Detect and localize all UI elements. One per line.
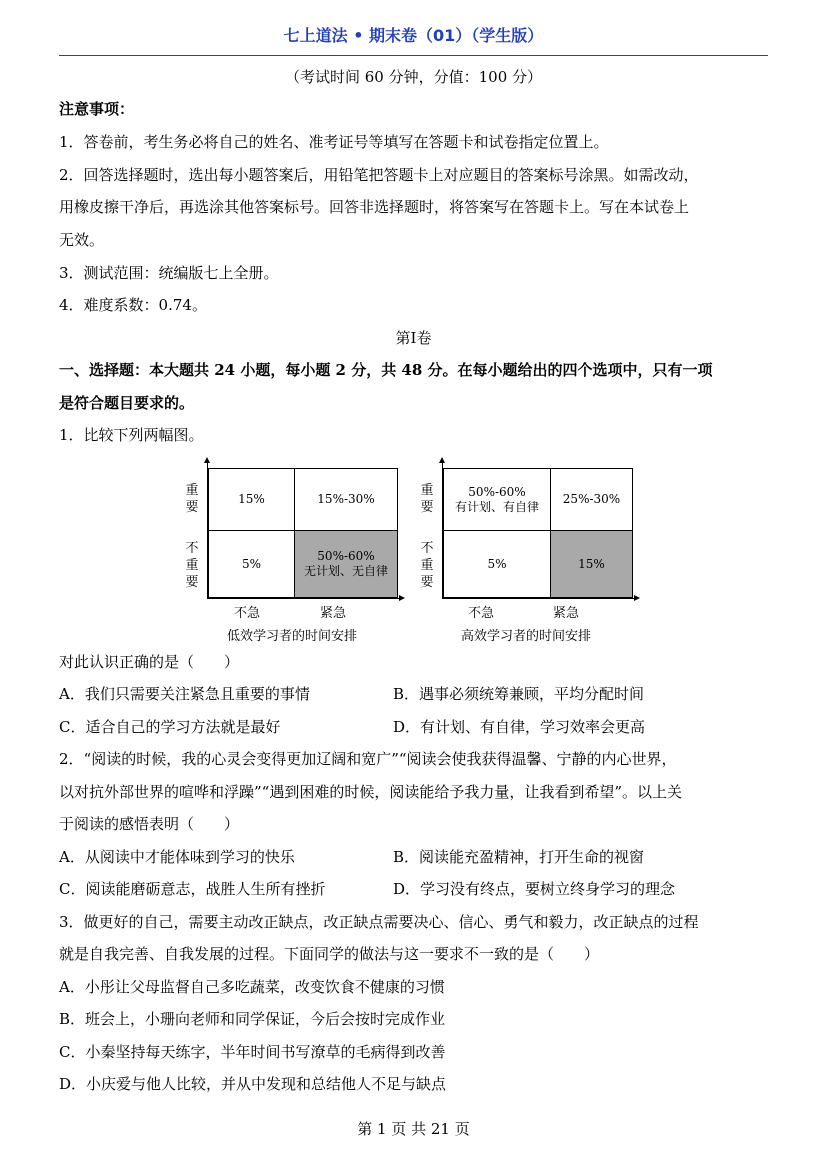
question-1-prompt: 对此认识正确的是（ ）: [59, 653, 240, 671]
q2-option-d[interactable]: D．学习没有终点，要树立终身学习的理念: [393, 880, 676, 898]
note-item-2-line-2: 用橡皮擦干净后，再选涂其他答案标号。回答非选择题时，将答案写在答题卡上。写在本试卷上: [59, 198, 690, 216]
x-label-not-urgent: 不急: [468, 606, 495, 621]
y-label-unimportant: 不重要: [420, 541, 434, 590]
cell-value: 5%: [241, 556, 262, 571]
y-label-unimportant: 不重要: [185, 541, 199, 590]
section-1-heading-line-1: 一、选择题：本大题共 24 小题，每小题 2 分，共 48 分。在每小题给出的四个选项中，只有一项: [59, 361, 713, 379]
cell-value: 15%: [238, 492, 265, 506]
document-title: 七上道法 • 期末卷（01）（学生版）: [283, 26, 544, 45]
q1-option-a[interactable]: A．我们只需要关注紧急且重要的事情: [59, 685, 310, 703]
x-label-urgent: 紧急: [553, 606, 580, 621]
x-axis: [442, 598, 634, 599]
y-axis-arrow: [439, 457, 445, 463]
q2-option-c[interactable]: C．阅读能磨砺意志，战胜人生所有挫折: [59, 880, 326, 898]
cell-value: 25%-30%: [562, 492, 621, 506]
y-label-important: 重要: [185, 483, 199, 515]
q2-option-a[interactable]: A．从阅读中才能体味到学习的快乐: [59, 848, 295, 866]
note-item-4: 4．难度系数：0.74。: [59, 296, 207, 314]
y-axis-arrow: [204, 457, 210, 463]
question-2-line-3: 于阅读的感悟表明（ ）: [59, 815, 240, 833]
header-divider: [59, 55, 768, 56]
q1-option-d[interactable]: D．有计划、有自律，学习效率会更高: [393, 718, 646, 736]
figure-caption-low: 低效学习者的时间安排: [227, 629, 358, 644]
volume-label: 第Ⅰ卷: [395, 329, 432, 347]
q1-option-c[interactable]: C．适合自己的学习方法就是最好: [59, 718, 281, 736]
q3-option-a[interactable]: A．小彤让父母监督自己多吃蔬菜，改变饮食不健康的习惯: [59, 978, 445, 996]
x-axis: [207, 598, 399, 599]
section-1-heading-line-2: 是符合题目要求的。: [59, 394, 195, 412]
exam-info: （考试时间 60 分钟，分值：100 分）: [284, 68, 543, 86]
q2-option-b[interactable]: B．阅读能充盈精神，打开生命的视窗: [393, 848, 645, 866]
cell-unimportant-not-urgent: [208, 530, 295, 598]
notes-heading: 注意事项：: [59, 100, 135, 118]
cell-important-urgent: [550, 468, 633, 531]
question-3-line-2: 就是自我完善、自我发展的过程。下面同学的做法与这一要求不一致的是（ ）: [59, 945, 600, 963]
note-item-3: 3．测试范围：统编版七上全册。: [59, 264, 279, 282]
cell-unimportant-urgent: [294, 530, 398, 598]
question-2-line-2: 以对抗外部世界的喧哗和浮躁”“遇到困难的时候，阅读能给予我力量，让我看到希望”。以上关: [59, 783, 683, 801]
q1-option-b[interactable]: B．遇事必须统筹兼顾，平均分配时间: [393, 685, 645, 703]
cell-unimportant-not-urgent: [443, 530, 551, 598]
cell-value: 15%: [578, 556, 605, 571]
cell-unimportant-urgent: [550, 530, 633, 598]
x-axis-arrow: [634, 595, 640, 601]
cell-value: 5%: [487, 556, 507, 571]
cell-important-not-urgent: [443, 468, 551, 531]
x-label-not-urgent: 不急: [234, 606, 261, 621]
q3-option-d[interactable]: D．小庆爱与他人比较，并从中发现和总结他人不足与缺点: [59, 1075, 447, 1093]
question-3-line-1: 3．做更好的自己，需要主动改正缺点，改正缺点需要决心、信心、勇气和毅力，改正缺点的过程: [59, 913, 699, 931]
q3-option-b[interactable]: B．班会上，小珊向老师和同学保证，今后会按时完成作业: [59, 1010, 446, 1028]
note-item-2-line-1: 2．回答选择题时，选出每小题答案后，用铅笔把答题卡上对应题目的答案标号涂黑。如需改动，: [59, 166, 699, 184]
x-axis-arrow: [399, 595, 405, 601]
cell-important-urgent: [294, 468, 398, 531]
q3-option-c[interactable]: C．小秦坚持每天练字，半年时间书写潦草的毛病得到改善: [59, 1043, 446, 1061]
cell-note: 有计划、有自律: [454, 499, 539, 514]
page-footer: 第 1 页 共 21 页: [357, 1120, 470, 1138]
cell-important-not-urgent: [208, 468, 295, 531]
figure-caption-high: 高效学习者的时间安排: [461, 629, 592, 644]
cell-value: 15%-30%: [317, 492, 375, 506]
note-item-1: 1．答卷前，考生务必将自己的姓名、准考证号等填写在答题卡和试卷指定位置上。: [59, 133, 609, 151]
note-item-2-line-3: 无效。: [59, 231, 105, 249]
question-2-line-1: 2．“阅读的时候，我的心灵会变得更加辽阔和宽广”“阅读会使我获得温馨、宁静的内心世界，: [59, 750, 677, 768]
x-label-urgent: 紧急: [320, 606, 347, 621]
question-1-stem: 1．比较下列两幅图。: [59, 426, 204, 444]
cell-value: 50%-60%: [468, 484, 526, 499]
y-label-important: 重要: [420, 483, 434, 515]
cell-note: 无计划、无自律: [303, 564, 388, 578]
cell-value: 50%-60%: [317, 549, 375, 563]
